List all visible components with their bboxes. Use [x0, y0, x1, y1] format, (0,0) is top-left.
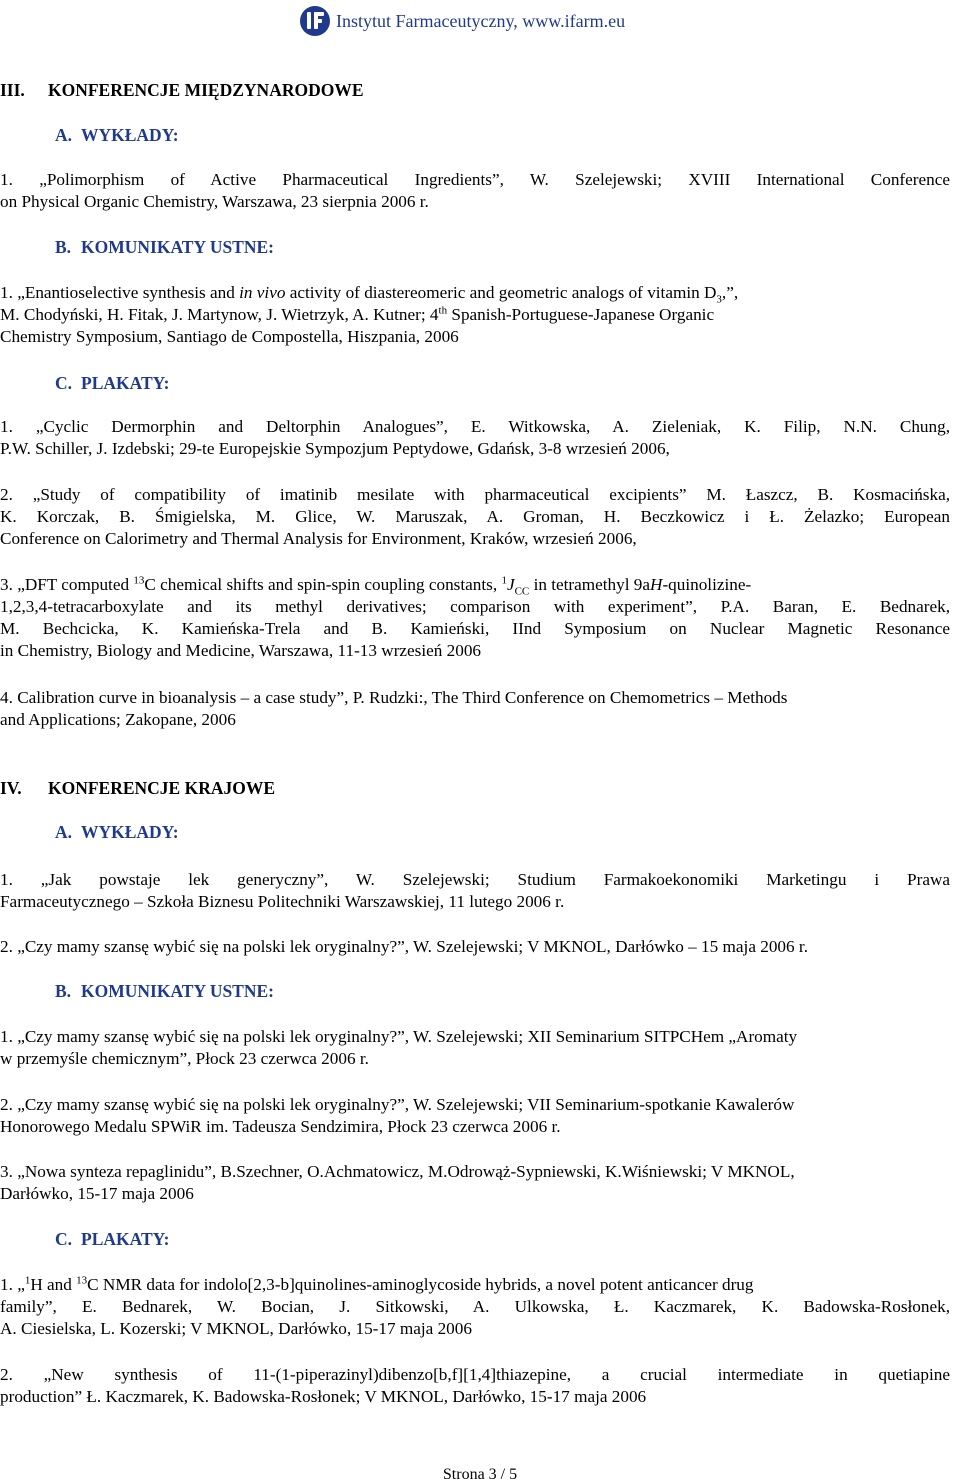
list-item-s4b2: [0, 1094, 950, 1138]
text-span: CC: [514, 585, 530, 598]
text-span: H: [650, 575, 663, 594]
text-span: C.: [55, 373, 73, 393]
list-item-s3c2: [0, 484, 950, 550]
text-span: -quinolizine-: [662, 575, 752, 594]
text-span: C chemical shifts and spin-spin coupling constants,: [144, 575, 502, 594]
text-span: 3. „DFT computed: [0, 575, 134, 594]
text-span: A. Ciesielska, L. Kozerski; V MKNOL, Darłówko, 15-17 maja 2006: [0, 1319, 472, 1338]
list-item-s4c2: [0, 1364, 950, 1408]
text-span: A.: [55, 125, 73, 145]
text-span: family”, E. Bednarek, W. Bocian, J. Sitkowski, A. Ulkowska, Ł. Kaczmarek, K. Badowska-Rosłonek,: [0, 1297, 950, 1316]
text-span: B.: [55, 237, 72, 257]
text-span: on Physical Organic Chemistry, Warszawa, 23 sierpnia 2006 r.: [0, 192, 429, 211]
text-span: PLAKATY:: [81, 373, 170, 393]
text-span: WYKŁADY:: [81, 125, 179, 145]
text-span: in vivo: [239, 283, 286, 302]
subsection-heading-s3-b: [55, 237, 274, 258]
subsection-heading-s3-c: [55, 373, 169, 394]
text-span: 1. „Enantioselective synthesis and: [0, 283, 240, 302]
list-item-s3b1: [0, 282, 950, 348]
text-span: Farmaceutycznego – Szkoła Biznesu Politechniki Warszawskiej, 11 lutego 2006 r.: [0, 892, 565, 911]
text-span: WYKŁADY:: [81, 822, 179, 842]
text-span: 2. „New synthesis of 11-(1-piperazinyl)dibenzo[b,f][1,4]thiazepine, a crucial intermediate in quetiapine: [0, 1365, 950, 1384]
list-item-s4b3: [0, 1161, 950, 1205]
text-span: P.W. Schiller, J. Izdebski; 29-te Europejskie Sympozjum Peptydowe, Gdańsk, 3-8 wrzesień 2006,: [0, 439, 670, 458]
text-span: K. Korczak, B. Śmigielska, M. Glice, W. Maruszak, A. Groman, H. Beczkowicz i Ł. Żelazko; European: [0, 507, 950, 526]
subsection-heading-s4-b: [55, 981, 274, 1002]
text-span: Honorowego Medalu SPWiR im. Tadeusza Sendzimira, Płock 23 czerwca 2006 r.: [0, 1117, 561, 1136]
text-span: ,”,: [721, 283, 739, 302]
text-span: 1: [501, 574, 507, 587]
text-span: w przemyśle chemicznym”, Płock 23 czerwca 2006 r.: [0, 1049, 369, 1068]
text-span: 2. „Czy mamy szansę wybić się na polski lek oryginalny?”, W. Szelejewski; V MKNOL, Darłówko – 15 maja 2006 r.: [0, 937, 808, 956]
text-span: PLAKATY:: [81, 1229, 170, 1249]
text-span: M. Chodyński, H. Fitak, J. Martynow, J. Wietrzyk, A. Kutner; 4: [0, 305, 439, 324]
text-span: IV.: [0, 778, 22, 798]
text-span: A.: [55, 822, 73, 842]
list-item-s4a1: [0, 869, 950, 913]
section-heading-iii: [0, 80, 364, 101]
list-item-s4a2: [0, 936, 950, 958]
text-span: KOMUNIKATY USTNE:: [81, 981, 274, 1001]
text-span: Chemistry Symposium, Santiago de Compostella, Hiszpania, 2006: [0, 327, 459, 346]
text-span: J: [506, 575, 515, 594]
subsection-heading-s4-c: [55, 1229, 169, 1250]
text-span: 13: [133, 574, 145, 587]
text-span: 2. „Study of compatibility of imatinib mesilate with pharmaceutical excipients” M. Łaszcz, B. Kosmacińska,: [0, 485, 950, 504]
list-item-s4c1: [0, 1274, 950, 1340]
text-span: 1: [24, 1274, 31, 1287]
text-span: in Chemistry, Biology and Medicine, Warszawa, 11-13 wrzesień 2006: [0, 641, 482, 660]
text-span: KONFERENCJE MIĘDZYNARODOWE: [48, 80, 364, 100]
text-span: 13: [76, 1274, 88, 1287]
text-span: and Applications; Zakopane, 2006: [0, 710, 236, 729]
institute-logo-icon: [300, 6, 330, 36]
text-span: production” Ł. Kaczmarek, K. Badowska-Rosłonek; V MKNOL, Darłówko, 15-17 maja 2006: [0, 1387, 647, 1406]
text-span: C.: [55, 1229, 73, 1249]
text-span: Conference on Calorimetry and Thermal Analysis for Environment, Kraków, wrzesień 2006,: [0, 529, 637, 548]
subsection-heading-s3-a: [55, 125, 179, 146]
text-span: III.: [0, 80, 25, 100]
text-span: 4. Calibration curve in bioanalysis – a case study”, P. Rudzki:, The Third Conference on Chemometrics – Methods: [0, 688, 788, 707]
text-span: C NMR data for indolo[2,3-b]quinolines-aminoglycoside hybrids, a novel potent anticancer drug: [87, 1275, 754, 1294]
text-span: 1. „: [0, 1275, 25, 1294]
page-header: [300, 6, 625, 36]
text-span: 3. „Nowa synteza repaglinidu”, B.Szechner, O.Achmatowicz, M.Odrowąż-Sypniewski, K.Wiśniewski; V MKNOL,: [0, 1162, 795, 1181]
text-span: 1. „Jak powstaje lek generyczny”, W. Szelejewski; Studium Farmakoekonomiki Marketingu i Prawa: [0, 870, 950, 889]
list-item-s3a1: [0, 169, 950, 213]
header-text[interactable]: Instytut Farmaceutyczny, www.ifarm.eu: [336, 10, 626, 31]
text-span: H and: [30, 1275, 77, 1294]
list-item-s3c4: [0, 687, 950, 731]
text-span: 2. „Czy mamy szansę wybić się na polski lek oryginalny?”, W. Szelejewski; VII Seminarium-spotkanie Kawalerów: [0, 1095, 795, 1114]
text-span: 1,2,3,4-tetracarboxylate and its methyl derivatives; comparison with experiment”, P.A. Baran, E. Bednarek,: [0, 597, 950, 616]
text-span: Spanish-Portuguese-Japanese Organic: [447, 305, 715, 324]
text-span: 1. „Cyclic Dermorphin and Deltorphin Analogues”, E. Witkowska, A. Zieleniak, K. Filip, N.N. Chung,: [0, 417, 950, 436]
text-span: activity of diastereomeric and geometric analogs of vitamin D: [285, 283, 717, 302]
text-span: 1. „Czy mamy szansę wybić się na polski lek oryginalny?”, W. Szelejewski; XII Seminarium SITPCHem „Aromaty: [0, 1027, 798, 1046]
page-number: Strona 3 / 5: [442, 1466, 518, 1483]
list-item-s4b1: [0, 1026, 950, 1070]
list-item-s3c1: [0, 416, 950, 460]
text-span: B.: [55, 981, 72, 1001]
section-heading-iv: [0, 778, 275, 799]
text-span: th: [438, 304, 448, 317]
text-span: Darłówko, 15-17 maja 2006: [0, 1184, 194, 1203]
text-span: M. Bechcicka, K. Kamieńska-Trela and B. Kamieński, IInd Symposium on Nuclear Magnetic Resonance: [0, 619, 950, 638]
subsection-heading-s4-a: [55, 822, 179, 843]
text-span: 3: [716, 293, 722, 306]
text-span: KOMUNIKATY USTNE:: [81, 237, 274, 257]
text-span: KONFERENCJE KRAJOWE: [48, 778, 276, 798]
text-span: in tetramethyl 9a: [529, 575, 651, 594]
list-item-s3c3: [0, 574, 950, 662]
text-span: 1. „Polimorphism of Active Pharmaceutical Ingredients”, W. Szelejewski; XVIII International Conference: [0, 170, 950, 189]
